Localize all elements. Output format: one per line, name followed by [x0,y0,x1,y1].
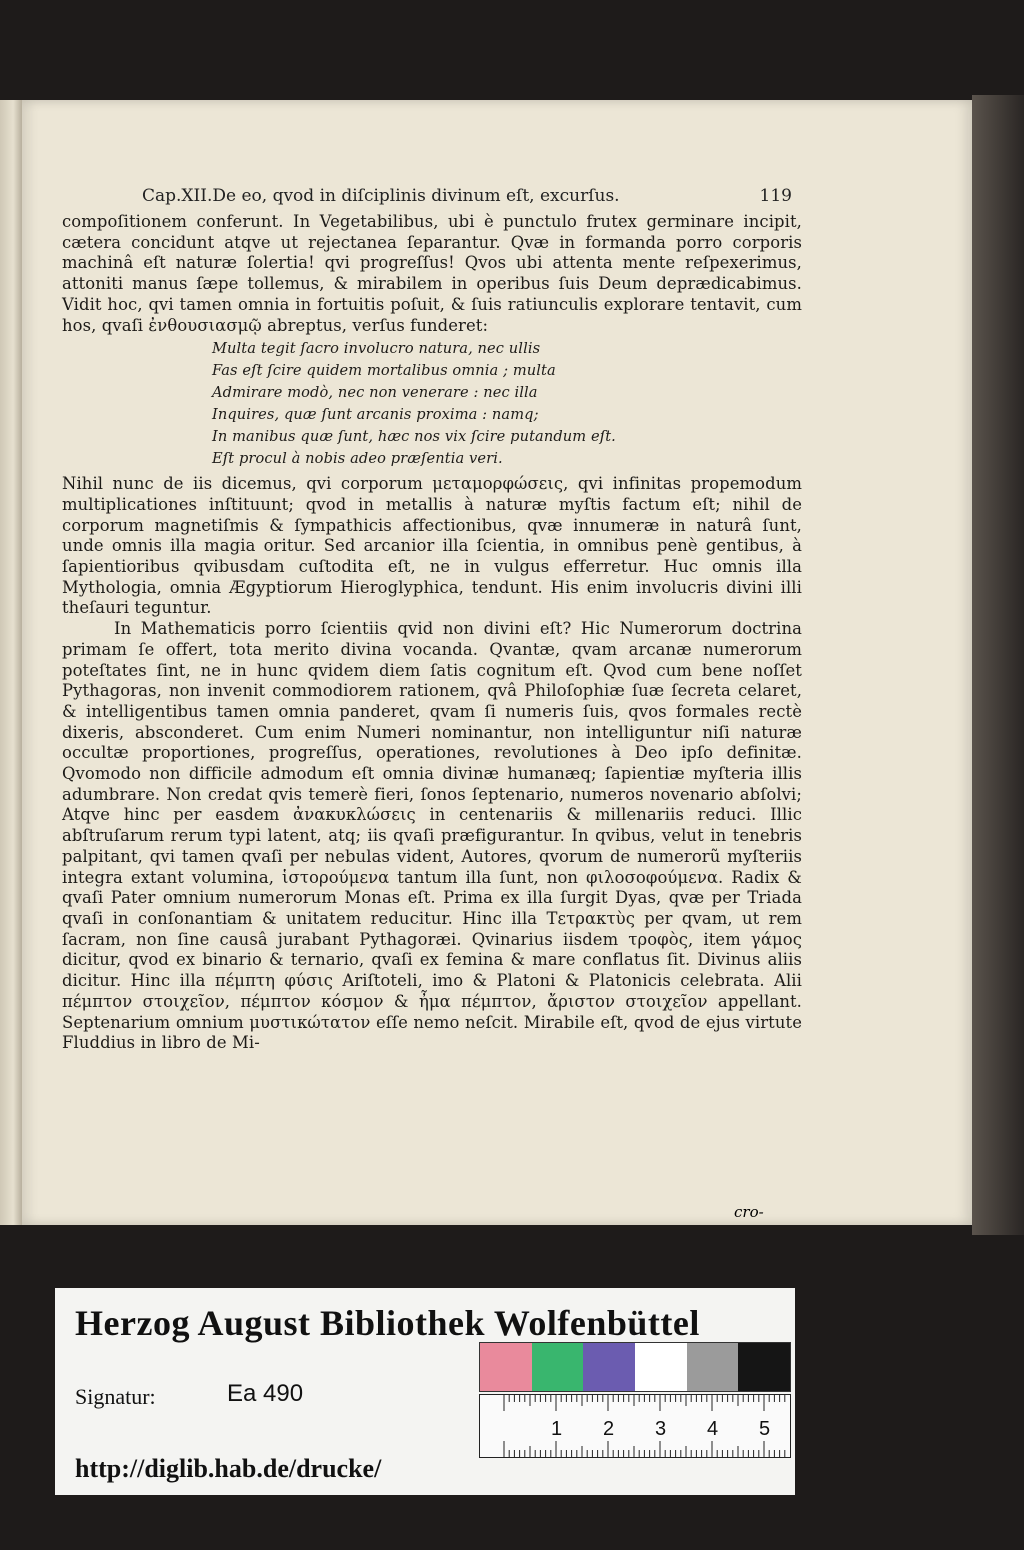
color-calibration-chart [479,1342,791,1392]
verse-line: Admirare modò, nec non venerare : nec illa [212,384,538,402]
verse-line: Eſt procul à nobis adeo præſentia veri. [212,450,503,468]
color-swatch [635,1343,687,1391]
running-head [142,186,792,208]
chapter-title: Cap.XII.De eo, qvod in diſciplinis divinum eſt, excurſus. [142,186,620,206]
paragraph-3: In Mathematicis porro ſcientiis qvid non divini eſt? Hic Numerorum doctrina primam ſe offert, tota merito divina vocanda. Qvantæ, qvam arcanæ numerorum poteſtates ſint, ne in hunc qvidem diem ſatis cognitum eſt. Qvod cum bene noſſet Pythagoras, non invenit commodiorem rationem, qvâ Philoſophiæ ſuæ ſecreta celaret, & intelligentibus tamen omnia panderet, qvam ſi numeris ſuis, qvos formales rectè dixeris, absconderet. Cum enim Numeri nominantur, non intelliguntur niſi naturæ occultæ proportiones, progreſſus, operationes, revolutiones à Deo ipſo definitæ. Qvomodo non difficile admodum eſt omnia divinæ humanæq; ſapientiæ myſteria illis adumbrare. Non credat qvis temerè fieri, ſonos ſeptenario, numeros novenario abſolvi; Atqve hinc per easdem ἀνακυκλώσεις in centenariis & millenariis reduci. Illic abſtruſarum rerum typi latent, atq; iis qvaſi præfigurantur. In qvibus, velut in tenebris palpitant, qvi tamen qvaſi per nebulas vident, Autores, qvorum de numerorũ myſteriis integra extant volumina, ἱστορούμενα tantum illa ſunt, non φιλοσοφούμενα. Radix & qvaſi Pater omnium numerorum Monas eſt. Prima ex illa ſurgit Dyas, qvæ per Triada qvaſi in conſonantiam & unitatem reducitur. Hinc illa Τετρακτὺς per qvam, ut rem ſacram, non ſine causâ jurabant Pythagoræi. Qvinarius iisdem τροφὸς, item γάμος dicitur, qvod ex binario & ternario, qvaſi ex femina & mare conflatus ſit. Divinus aliis dicitur. Hinc illa πέμπτη φύσις Ariſtoteli, imo & Platoni & Platonicis celebrata. Alii πέμπτον στοιχεῖον, πέμπτον κόσμον & ἦμα πέμπτον, ἄριστον στοιχεῖον appellant. Septenarium omnium μυστικώτατον eſſe nemo neſcit. Mirabile eſt, qvod de ejus virtute Fluddius in libro de Mi- [62,619,802,1053]
paragraph-1: compoſitionem conferunt. In Vegetabilibus, ubi è punctulo frutex germinare incipit, cætera concidunt atqve ut rejectanea ſeparantur. Qvæ in formanda porro corporis machinâ eſt naturæ ſolertia! qvi progreſſus! Qvos ubi attenta mente reſpexerimus, attoniti manus ſæpe tollemus, & mirabilem in operibus ſuis Deum deprædicabimus. Vidit hoc, qvi tamen omnia in fortuitis poſuit, & ſuis ratiunculis explorare tentavit, cum hos, qvaſi ἐνθουσιασμῷ abreptus, verſus funderet: [62,212,802,335]
ruler-number: 5 [759,1418,771,1440]
library-url[interactable]: http://diglib.hab.de/drucke/ [75,1454,382,1483]
verse-quote [212,338,802,470]
ruler-number: 2 [603,1418,615,1440]
ruler-graphic [480,1395,790,1457]
catchword: cro- [734,1203,764,1221]
page-edge-shadow [972,95,1024,1235]
ruler-number: 3 [655,1418,667,1440]
library-name: Herzog August Bibliothek Wolfenbüttel [75,1303,700,1343]
verse-line: Inquires, quæ ſunt arcanis proxima : namq; [212,406,539,424]
ruler-number: 4 [707,1418,719,1440]
page-number: 119 [759,186,792,206]
book-page [22,100,972,1225]
color-swatch [583,1343,635,1391]
signature-label: Signatur: [75,1384,156,1409]
color-swatch [738,1343,790,1391]
scale-ruler [479,1394,791,1458]
color-swatch [687,1343,739,1391]
verse-line: Fas eſt ſcire quidem mortalibus omnia ; multa [212,362,556,380]
ruler-number: 1 [551,1418,563,1440]
paragraph-2: Nihil nunc de iis dicemus, qvi corporum μεταμορφώσεις, qvi infinitas propemodum multiplicationes inſtituunt; qvod in metallis à naturæ myſtis factum eſt; nihil de corporum magnetiſmis & ſympathicis affectionibus, qvæ innumeræ in naturâ ſunt, unde omnis illa magia oritur. Sed arcanior illa ſcientia, in omnibus penè gentibus, à ſapientioribus qvibusdam cuſtodita eſt, ne in vulgus efferretur. Huc omnis illa Mythologia, omnia Ægyptiorum Hieroglyphica, tendunt. His enim involucris divini illi theſauri teguntur. [62,474,802,618]
signature-value: Ea 490 [227,1380,304,1407]
main-text [62,212,802,1054]
previous-page-edge [0,100,22,1225]
verse-line: In manibus quæ ſunt, hæc nos vix ſcire putandum eſt. [212,428,616,446]
verse-line: Multa tegit ſacro involucro natura, nec ullis [212,340,541,358]
color-swatch [532,1343,584,1391]
color-swatch [480,1343,532,1391]
library-label [55,1288,795,1495]
